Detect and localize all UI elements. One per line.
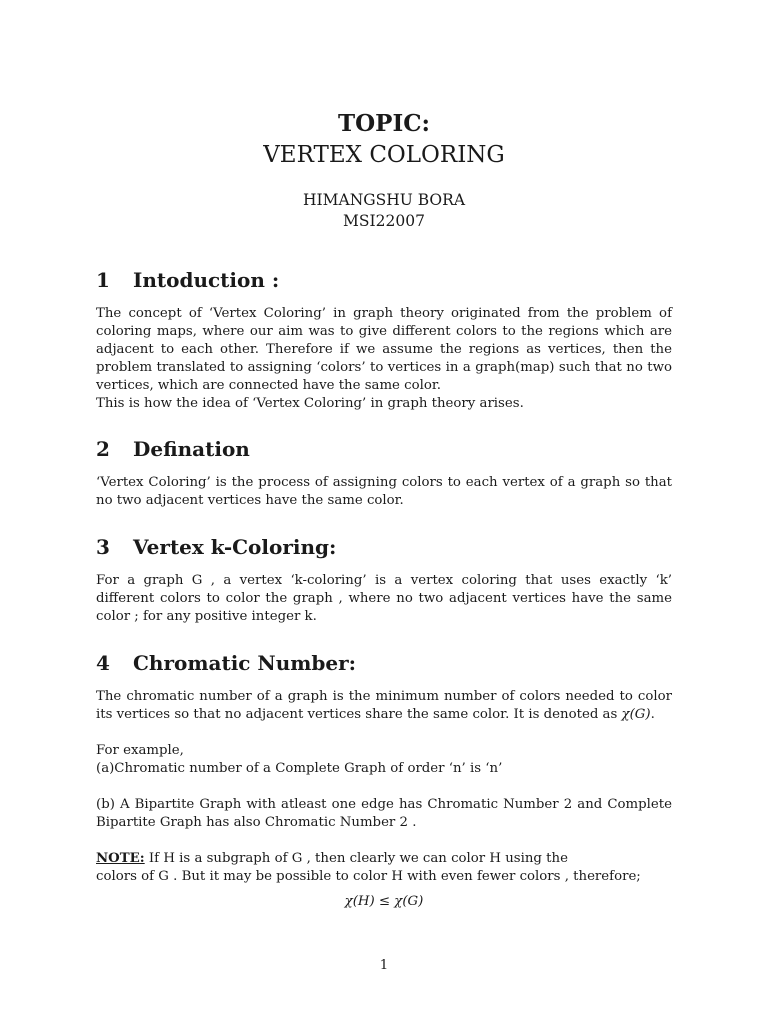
example-a: (a)Chromatic number of a Complete Graph of order ‘n’ is ‘n’ (96, 761, 503, 776)
section-introduction (96, 267, 672, 413)
chromatic-symbol: χ(G) (621, 707, 651, 722)
section-number: 4 (96, 651, 110, 675)
section-title: Intoduction : (133, 268, 280, 292)
section-number: 1 (96, 268, 110, 292)
section-heading (96, 267, 672, 293)
section-number: 3 (96, 535, 110, 559)
note-text: If H is a subgraph of G , then clearly we can color H using the (144, 851, 568, 866)
formula (96, 893, 672, 911)
note-line-2: colors of G . But it may be possible to color H with even fewer colors , therefore; (96, 869, 641, 884)
example-b: (b) A Bipartite Graph with atleast one edge has Chromatic Number 2 and Complete Bipartite Graph has also Chromatic Number 2 . (96, 797, 672, 830)
paragraph: For a graph G , a vertex ‘k-coloring’ is a vertex coloring that uses exactly ‘k’ different colors to color the graph , where no two adjacent vertices have the same color ; for any positive integer k. (96, 573, 672, 624)
document-subtitle: VERTEX COLORING (263, 142, 505, 168)
paragraph: ‘Vertex Coloring’ is the process of assigning colors to each vertex of a graph so that no two adjacent vertices have the same color. (96, 475, 672, 508)
document-title: TOPIC: (338, 110, 430, 137)
section-title: Vertex k-Coloring: (133, 535, 337, 559)
section-k-coloring (96, 534, 672, 626)
section-number: 2 (96, 437, 110, 461)
section-definition (96, 436, 672, 510)
paragraph (96, 688, 672, 724)
title-block (96, 110, 672, 170)
paragraph: This is how the idea of ‘Vertex Coloring’ in graph theory arises. (96, 396, 524, 411)
author-id: MSI22007 (343, 212, 425, 230)
section-heading (96, 436, 672, 462)
chromatic-intro-end: . (650, 707, 655, 722)
page-number: 1 (379, 958, 389, 973)
formula-expression: χ(H) ≤ χ(G) (344, 894, 424, 909)
note-label: NOTE: (96, 851, 145, 866)
section-title: Defination (133, 437, 250, 461)
section-chromatic-number (96, 650, 672, 886)
chromatic-intro-text: The chromatic number of a graph is the minimum number of colors needed to color its vertices so that no adjacent vertices share the same color. It is denoted as (96, 689, 672, 722)
section-heading (96, 534, 672, 560)
note-line-1 (96, 850, 672, 868)
author-name: HIMANGSHU BORA (302, 191, 466, 209)
author-block (96, 190, 672, 232)
paragraph: The concept of ‘Vertex Coloring’ in graph theory originated from the problem of coloring maps, where our aim was to give different colors to the regions which are adjacent to each other. Therefore if we assume the regions as vertices, then the problem translated to assigning ‘colors’ to vertices in a graph(map) such that no two vertices, which are connected have the same color. (96, 306, 672, 393)
section-title: Chromatic Number: (133, 651, 357, 675)
section-heading (96, 650, 672, 676)
example-lead: For example, (96, 743, 184, 758)
